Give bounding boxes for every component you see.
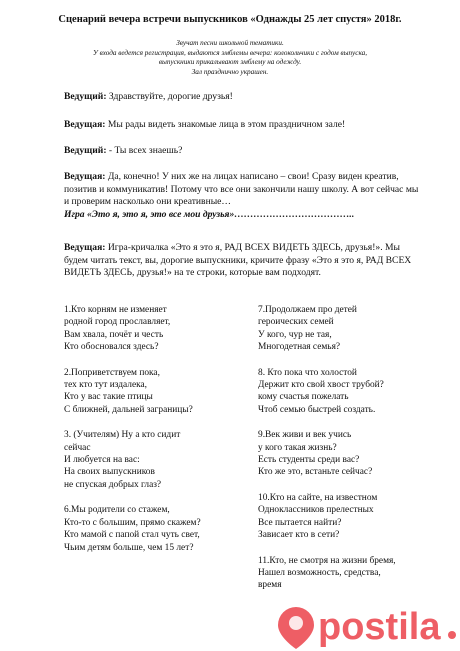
verse-line: время (258, 580, 282, 591)
verse-line: И любуется на вас: (64, 455, 140, 466)
verse-line: у кого такая жизнь? (258, 442, 337, 453)
verse-line: У кого, чур не тая, (258, 329, 332, 340)
game-title: Игра «Это я, это я, это все мои друзья»……………………………….. (64, 208, 355, 220)
verse-line: героических семей (258, 317, 334, 328)
verse-line: С ближней, дальней заграницы? (64, 404, 193, 415)
speech-text: Мы рады видеть знакомые лица в этом праздничном зале! (105, 119, 346, 130)
verse-line: Кто же это, встаньте сейчас? (258, 467, 373, 478)
intro-stage-directions (60, 39, 400, 77)
verse-line: кому счастья пожелать (258, 392, 349, 403)
verse-line: Вам хвала, почёт и честь (64, 329, 164, 340)
verse-line: 10.Кто на сайте, на известном (258, 492, 378, 503)
intro-line: Зал празднично украшен. (191, 67, 269, 76)
verse-line: Кто у вас такие птицы (64, 392, 153, 403)
verse-line: тех кто тут издалека, (64, 380, 148, 391)
watermark-wordmark (318, 606, 441, 648)
speaker-label: Ведущий: (64, 145, 107, 156)
poem-verse (64, 367, 244, 417)
page-title: Сценарий вечера встречи выпускников «Однажды 25 лет спустя» 2018г. (58, 14, 402, 25)
postila-watermark-logo (270, 555, 460, 651)
verse-line: Кто обосновался здесь? (64, 342, 159, 353)
poem-verse (258, 429, 438, 479)
verse-line: 6.Мы родители со стажем, (64, 505, 170, 516)
poem-verse (258, 367, 438, 417)
verse-line: Чьим детям больше, чем 15 лет? (64, 542, 194, 553)
speaker-label: Ведущая: (64, 119, 106, 130)
intro-line: выпускники прикалывают эмблему на одежду. (158, 58, 302, 67)
verse-line: сейчас (64, 442, 91, 453)
verse-line: 7.Продолжаем про детей (258, 305, 357, 315)
dialog-line-4 (64, 171, 424, 221)
verse-line: 1.Кто корням не изменяет (64, 305, 167, 315)
speech-text: - Ты всех знаешь? (106, 145, 183, 156)
verse-line: Одноклассников прелестных (258, 505, 374, 516)
speaker-label: Ведущий: (64, 91, 107, 102)
verse-line: Все пытается найти? (258, 517, 342, 528)
dialog-line-3 (64, 145, 424, 158)
speaker-label: Ведущая: (64, 242, 106, 253)
poem-verse (258, 492, 438, 542)
verse-line: Есть студенты среди вас? (258, 455, 360, 466)
verse-line: Многодетная семья? (258, 342, 341, 353)
svg-text:postila: postila (318, 606, 441, 648)
verse-line: Кто мамой с папой стал чуть свет, (64, 530, 200, 541)
dialog-line-1 (64, 91, 424, 104)
verse-line: 2.Поприветствуем пока, (64, 367, 160, 378)
intro-line: У входа ведется регистрация, выдаются эмблемы вечера: колокольчики с годом выпуска, (92, 48, 368, 57)
verse-line: Чтоб семью быстрей создать. (258, 404, 376, 415)
poem-verse (64, 429, 244, 491)
verse-line: На своих выпускников (64, 467, 155, 478)
poems-left-column (64, 304, 244, 567)
verse-line: не спуская добрых глаз? (64, 479, 162, 490)
intro-line: Звучат песни школьной тематики. (176, 39, 284, 47)
verse-line: 3. (Учителям) Ну а кто сидит (64, 430, 181, 441)
verse-line: 8. Кто пока что холостой (258, 367, 357, 378)
verse-line: Держит кто свой хвост трубой? (258, 380, 384, 391)
verse-line: Зависает кто в сети? (258, 530, 340, 541)
speech-text: Здравствуйте, дорогие друзья! (106, 91, 233, 102)
speech-text: Да, конечно! У них же на лицах написано – свои! Сразу виден креатив, позитив и коммуникатив! Потому что все они закончили нашу школу. А вот сейчас мы и проверим насколько они креативные… (64, 171, 419, 208)
dialog-line-5 (64, 242, 424, 280)
verse-line: 9.Век живи и век учись (258, 430, 352, 441)
speech-text: Игра-кричалка «Это я это я, РАД ВСЕХ ВИДЕТЬ ЗДЕСЬ, друзья!». Мы будем читать текст, вы, дорогие выпускники, кричите фразу «Это я это я, РАД ВСЕХ ВИДЕТЬ ЗДЕСЬ, друзья!» на те строки, которые вам подходят. (64, 242, 412, 279)
watermark-pin-icon (278, 607, 314, 649)
verse-line: Нашел возможность, средства, (258, 567, 381, 578)
verse-line: Кто-то с большим, прямо скажем? (64, 517, 201, 528)
verse-line: родной город прославляет, (64, 317, 171, 328)
poem-verse (64, 304, 244, 354)
poem-verse (258, 304, 438, 354)
poem-verse (64, 504, 244, 554)
speaker-label: Ведущая: (64, 171, 106, 182)
dialog-line-2 (64, 119, 424, 132)
verse-line: 11.Кто, не смотря на жизни бремя, (258, 555, 396, 566)
